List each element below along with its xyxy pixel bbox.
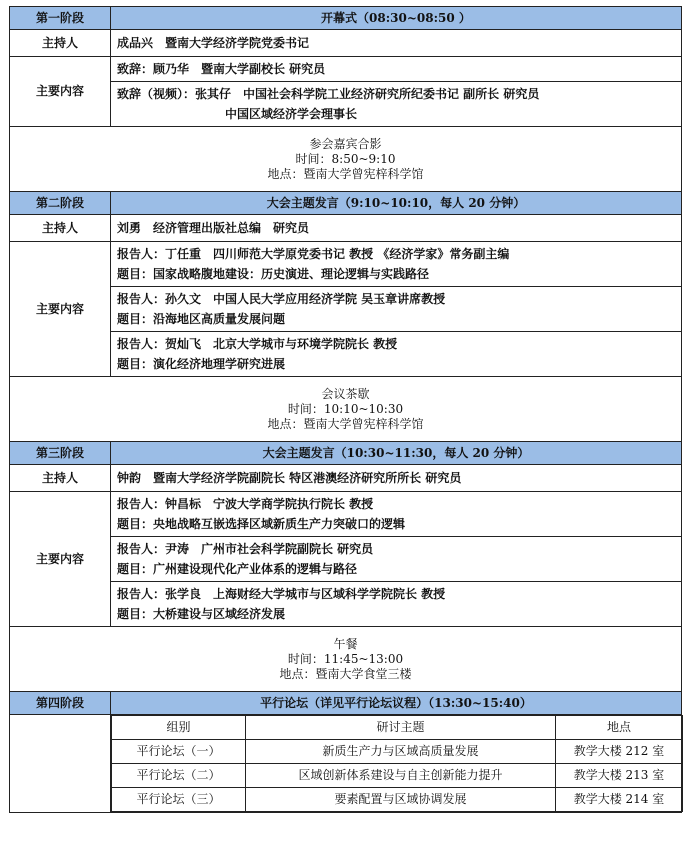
stage3-content	[111, 492, 682, 627]
stage3-break	[10, 627, 682, 692]
schedule	[9, 6, 681, 813]
stage3-talk-1: 报告人：钟昌标 宁波大学商学院执行院长 教授 题目：央地战略互嵌选择区域新质生产力突破口的逻辑	[117, 497, 406, 531]
stage1-host-label: 主持人	[10, 30, 111, 57]
stage3-break-time: 时间：11:45~13:00	[287, 651, 404, 666]
forum-row	[112, 788, 683, 812]
forum-place: 教学大楼 212 室	[556, 740, 683, 764]
forum-place: 教学大楼 213 室	[556, 764, 683, 788]
stage3-header	[10, 442, 682, 465]
stage1-break-title: 参会嘉宾合影	[309, 136, 382, 151]
stage1-content-row	[10, 57, 682, 127]
stage2-content	[111, 242, 682, 377]
stage3-talk-3: 报告人：张学良 上海财经大学城市与区域科学学院院长 教授 题目：大桥建设与区域经济发展	[111, 581, 681, 626]
stage3-content-row	[10, 492, 682, 627]
forum-header-row	[112, 716, 683, 740]
stage3-host-row	[10, 465, 682, 492]
forum-group: 平行论坛（二）	[112, 764, 246, 788]
stage4-label: 第四阶段	[10, 692, 111, 715]
stage2-break-place: 地点：暨南大学曾宪梓科学馆	[267, 416, 424, 431]
stage2-talk-2: 报告人：孙久文 中国人民大学应用经济学院 吴玉章讲席教授 题目：沿海地区高质量发展问题	[111, 286, 681, 331]
stage4-header	[10, 692, 682, 715]
forum-col-topic: 研讨主题	[246, 716, 556, 740]
forum-group: 平行论坛（三）	[112, 788, 246, 812]
forum-col-place: 地点	[556, 716, 683, 740]
stage2-talk-3: 报告人：贺灿飞 北京大学城市与环境学院院长 教授 题目：演化经济地理学研究进展	[111, 331, 681, 376]
forum-topic: 新质生产力与区域高质量发展	[246, 740, 556, 764]
forum-table	[111, 715, 683, 812]
stage3-break-title: 午餐	[333, 636, 358, 651]
stage1-speech-1: 致辞：顾乃华 暨南大学副校长 研究员	[117, 62, 326, 76]
stage2-host-label: 主持人	[10, 215, 111, 242]
stage1-header	[10, 7, 682, 30]
stage3-break-place: 地点：暨南大学食堂三楼	[279, 666, 412, 681]
stage3-break-row	[10, 627, 682, 692]
stage2-content-label: 主要内容	[10, 242, 111, 377]
stage2-break-row	[10, 377, 682, 442]
stage2-host-row	[10, 215, 682, 242]
stage1-break-time: 时间：8:50~9:10	[295, 151, 396, 166]
stage1-title: 开幕式（08:30~08:50 ）	[111, 7, 682, 30]
stage4-forum-row	[10, 715, 682, 813]
forum-topic: 要素配置与区域协调发展	[246, 788, 556, 812]
stage1-content	[111, 57, 682, 127]
forum-row	[112, 764, 683, 788]
stage2-break-title: 会议茶歇	[321, 386, 370, 401]
stage4-forum-cell	[111, 715, 682, 813]
stage2-break	[10, 377, 682, 442]
stage2-talk-1: 报告人：丁任重 四川师范大学原党委书记 教授 《经济学家》常务副主编 题目：国家战略腹地建设：历史演进、理论逻辑与实践路径	[117, 247, 510, 281]
stage1-label: 第一阶段	[10, 7, 111, 30]
stage2-break-time: 时间：10:10~10:30	[287, 401, 404, 416]
forum-group: 平行论坛（一）	[112, 740, 246, 764]
forum-col-group: 组别	[112, 716, 246, 740]
stage4-forum-blank	[10, 715, 111, 813]
stage1-host-row	[10, 30, 682, 57]
stage3-talk-2: 报告人：尹涛 广州市社会科学院副院长 研究员 题目：广州建设现代化产业体系的逻辑与路径	[111, 536, 681, 581]
stage2-host: 刘勇 经济管理出版社总编 研究员	[111, 215, 682, 242]
stage1-host: 成品兴 暨南大学经济学院党委书记	[111, 30, 682, 57]
schedule-table	[9, 6, 682, 813]
stage1-break-row	[10, 127, 682, 192]
stage4-title: 平行论坛（详见平行论坛议程）（13:30~15:40）	[111, 692, 682, 715]
stage3-label: 第三阶段	[10, 442, 111, 465]
stage1-speech-2: 致辞（视频）：张其仔 中国社会科学院工业经济研究所纪委书记 副所长 研究员 中国区域经济学会理事长	[111, 81, 681, 126]
stage2-content-row	[10, 242, 682, 377]
stage2-title: 大会主题发言（9:10~10:10，每人 20 分钟）	[111, 192, 682, 215]
stage1-break-place: 地点：暨南大学曾宪梓科学馆	[267, 166, 424, 181]
forum-place: 教学大楼 214 室	[556, 788, 683, 812]
stage1-content-label: 主要内容	[10, 57, 111, 127]
stage3-title: 大会主题发言（10:30~11:30，每人 20 分钟）	[111, 442, 682, 465]
stage2-label: 第二阶段	[10, 192, 111, 215]
stage3-content-label: 主要内容	[10, 492, 111, 627]
forum-topic: 区域创新体系建设与自主创新能力提升	[246, 764, 556, 788]
stage3-host-label: 主持人	[10, 465, 111, 492]
forum-row	[112, 740, 683, 764]
stage3-host: 钟韵 暨南大学经济学院副院长 特区港澳经济研究所所长 研究员	[111, 465, 682, 492]
stage1-break	[10, 127, 682, 192]
stage2-header	[10, 192, 682, 215]
